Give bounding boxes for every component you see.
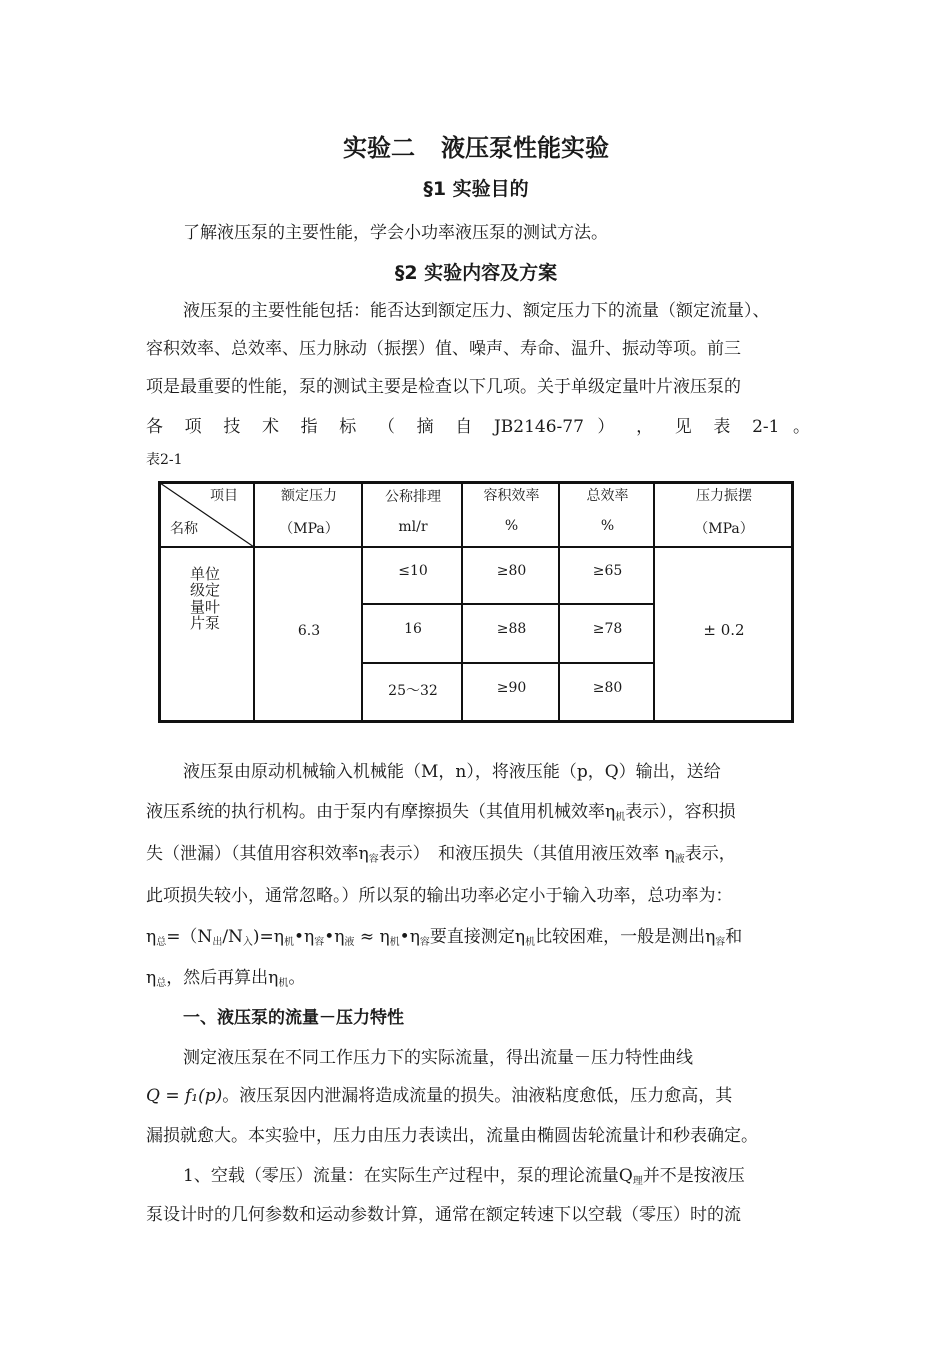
section1-text: 了解液压泵的主要性能，学会小功率液压泵的测试方法。 [183, 223, 608, 243]
para1-line1: 液压泵的主要性能包括：能否达到额定压力、额定压力下的流量（额定流量）、 [183, 301, 770, 321]
body-p2-line1: 测定液压泵在不同工作压力下的实际流量，得出流量－压力特性曲线 [183, 1048, 693, 1068]
header-corner-top: 项目 [210, 488, 238, 504]
header-pressure-swing: 压力振摆 [696, 488, 752, 504]
para1-line4: 各 项 技 术 指 标 （ 摘 自 JB2146-77 ） ， 见 表 2-1 。 [146, 417, 810, 437]
header-displacement: 公称排理 [385, 489, 441, 505]
header-pressure-swing-unit: （MPa） [694, 521, 754, 537]
total-eff-row2: ≥78 [592, 621, 623, 637]
header-volumetric-efficiency: 容积效率 [483, 488, 540, 504]
efficiency-formula: $\eta_总=(N_出/N_入)=\eta_机•\eta_容•\eta_液$ ≈ $\eta_机•\eta_容$要直接测定$\eta_机$比较困难，一般是测出$\eta_容$和 [146, 927, 743, 948]
subsection-heading: 一、液压泵的流量－压力特性 [183, 1008, 404, 1028]
body-p1-line6: $\eta_总$，然后再算出$\eta_机$。 [146, 968, 306, 989]
body-p3-line2: 泵设计时的几何参数和运动参数计算，通常在额定转速下以空载（零压）时的流 [146, 1205, 741, 1225]
header-total-efficiency: 总效率 [586, 488, 629, 504]
table-caption: 表2-1 [146, 452, 183, 468]
body-p2-line3: 漏损就愈大。本实验中，压力由压力表读出，流量由椭圆齿轮流量计和秒表确定。 [146, 1126, 758, 1146]
header-displacement-unit: ml/r [398, 519, 428, 535]
title-part-2: 液压泵性能实验 [441, 134, 609, 162]
body-p1-line1: 液压泵由原动机械输入机械能（M，n），将液压能（p，Q）输出，送给 [183, 762, 721, 782]
page-title [0, 128, 952, 163]
vol-eff-row1: ≥80 [496, 563, 527, 579]
total-eff-row1: ≥65 [592, 563, 623, 579]
vol-eff-row3: ≥90 [496, 680, 527, 696]
header-rated-pressure: 额定压力 [281, 488, 337, 504]
header-total-efficiency-unit: % [600, 518, 615, 534]
para1-line3: 项是最重要的性能，泵的测试主要是检查以下几项。关于单级定量叶片液压泵的 [146, 377, 741, 397]
body-p1-line3: 失（泄漏）（其值用容积效率$\eta_容$表示） 和液压损失（其值用液压效率 $\eta_液$表示， [146, 844, 736, 865]
displacement-row2: 16 [404, 621, 422, 637]
body-p3-line1: 1、空载（零压）流量：在实际生产过程中，泵的理论流量$Q_理$并不是按液压 [183, 1166, 745, 1187]
pump-name-vertical: 单位级定量叶片泵 [190, 565, 221, 632]
body-p1-line2: 液压系统的执行机构。由于泵内有摩擦损失（其值用机械效率$\eta_机$表示），容积损 [146, 802, 736, 823]
section2-heading: §2 实验内容及方案 [394, 262, 558, 284]
title-part-1: 实验二 [343, 134, 415, 162]
header-rated-pressure-unit: （MPa） [279, 521, 339, 537]
pressure-swing-value: ± 0.2 [703, 621, 745, 639]
body-p2-line2: Q = f₁(p)。液压泵因内泄漏将造成流量的损失。油液粘度愈低，压力愈高，其 [146, 1086, 733, 1106]
total-eff-row3: ≥80 [592, 680, 623, 696]
displacement-row3: 25～32 [388, 683, 438, 699]
section1-heading: §1 实验目的 [423, 178, 529, 200]
displacement-row1: ≤10 [398, 563, 428, 579]
header-corner-bottom: 名称 [170, 521, 198, 537]
body-p1-line4: 此项损失较小，通常忽略。）所以泵的输出功率必定小于输入功率，总功率为： [146, 886, 733, 906]
rated-pressure-value: 6.3 [297, 623, 321, 639]
header-volumetric-efficiency-unit: % [504, 518, 519, 534]
para1-line2: 容积效率、总效率、压力脉动（振摆）值、噪声、寿命、温升、振动等项。前三 [146, 339, 741, 359]
vol-eff-row2: ≥88 [496, 621, 527, 637]
